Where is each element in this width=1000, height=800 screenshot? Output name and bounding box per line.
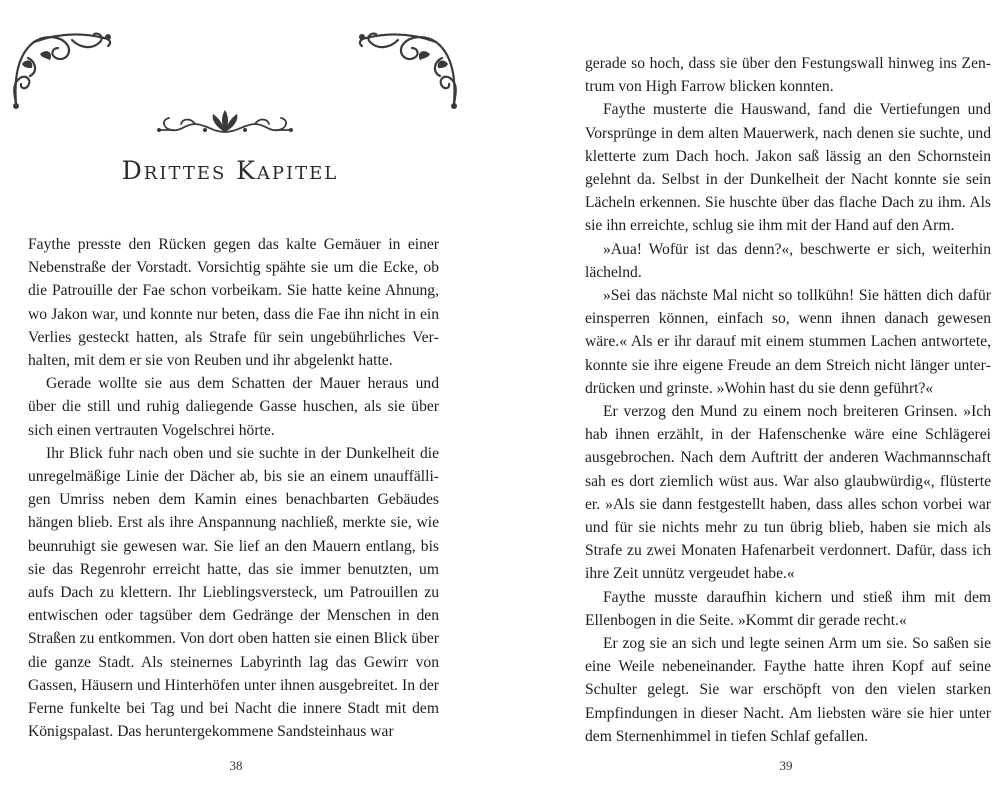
paragraph: Faythe musterte die Hauswand, fand die Vertiefungen und Vorsprünge in dem alten Mauerwerk, nach denen sie suchte, und kletterte zum Dach hoch. Jakon saß lässig an den Schornstein gelehnt da. Selbst in der Dunkelheit der Nacht konnte sie sein Lächeln erkennen. Sie huschte über das flache Dach zu ihm. Als sie ihn erreichte, schlug sie ihm mit der Hand auf den Arm. [585, 101, 991, 235]
paragraph: Er zog sie an sich und legte seinen Arm um sie. So saßen sie eine Weile nebeneinander. Faythe hatte ihren Kopf auf seine Schulter gelegt. Sie war erschöpft von den vielen starken Empfindungen in dieser Nacht. Am liebsten wäre sie hier unter dem Sternenhimmel in tiefen Schlaf gefallen. [585, 635, 991, 745]
chapter-title: Drittes Kapitel [121, 156, 339, 185]
paragraph: Er verzog den Mund zu einem noch breiteren Grinsen. »Ich hab ihnen erzählt, in der Hafenschenke wäre eine Schlägerei ausgebrochen. Nach dem Auftritt der anderen Wachmannschaft sah es dort ziemlich wüst aus. War also glaubwürdig«, flüsterte er. »Als sie dann festgestellt haben, dass alles schon vorbei war und für sie nichts mehr zu tun übrig blieb, haben sie mich als Strafe zu zwei Monaten Hafenarbeit verdonnert. Dafür, dass ich ihre Zeit unnütz vergeudet habe.« [585, 403, 991, 583]
left-page-text [28, 233, 439, 743]
chapter-ornament-icon [155, 106, 295, 142]
page-number-left: 38 [229, 758, 243, 773]
paragraph: »Sei das nächste Mal nicht so tollkühn! Sie hätten dich dafür einsperren können, einfach so, wenn ihnen danach gewesen wäre.« Als er ihr darauf mit einem stummen Lachen antwortete, konnte sie ihre eigene Freude an dem Streich nicht länger unterdrücken und grinste. »Wohin hast du sie denn geführt?« [585, 287, 991, 397]
right-page-text [585, 52, 991, 748]
paragraph: Faythe musste daraufhin kichern und stieß ihm mit dem Ellenbogen in die Seite. »Kommt dir gerade recht.« [585, 588, 991, 629]
paragraph: Gerade wollte sie aus dem Schatten der Mauer heraus und über die still und ruhig daliegende Gasse huschen, als sie über sich einen vertrauten Vogelschrei hörte. [28, 375, 439, 439]
corner-flourish-top-left-icon [8, 28, 118, 110]
paragraph: gerade so hoch, dass sie über den Festungswall hinweg ins Zentrum von High Farrow blicken konnten. [585, 55, 991, 96]
paragraph: »Aua! Wofür ist das denn?«, beschwerte er sich, weiterhin lächelnd. [585, 240, 991, 281]
corner-flourish-top-right-icon [352, 28, 462, 110]
paragraph: Faythe presste den Rücken gegen das kalte Gemäuer in einer Nebenstraße der Vorstadt. Vorsichtig spähte sie um die Ecke, ob die Patrouille der Fae schon vorbeikam. Sie hatte keine Ahnung, wo Jakon war, und konnte nur beten, dass die Fae ihn nicht in ein Verlies gesteckt hatten, als Strafe für sein ungebührliches Verhalten, mit dem er sie von Reuben und ihr abgelenkt hatte. [28, 236, 439, 370]
page-number-right: 39 [779, 758, 793, 773]
paragraph: Ihr Blick fuhr nach oben und sie suchte in der Dunkelheit die unregelmäßige Linie der Dächer ab, bis sie an einem unauffälligen Umriss neben dem Kamin eines benachbarten Gebäudes hängen blieb. Erst als ihre Anspannung nachließ, merkte sie, wie beunruhigt sie gewesen war. Sie lief an den Mauern entlang, bis sie das Regenrohr erreicht hatte, das sie immer benutzten, um aufs Dach zu klettern. Ihr Lieblingsversteck, um Patrouillen zu entwischen oder tagsüber dem Gedränge der Menschen in den Straßen zu entkommen. Von dort oben hatten sie einen Blick über die ganze Stadt. Als steinernes Labyrinth lag das Gewirr von Gassen, Häusern und Hinterhöfen unter ihnen ausgebreitet. In der Ferne funkelte bei Tag und bei Nacht die innere Stadt mit dem Königspalast. Das heruntergekommene Sandsteinhaus war [28, 444, 439, 741]
